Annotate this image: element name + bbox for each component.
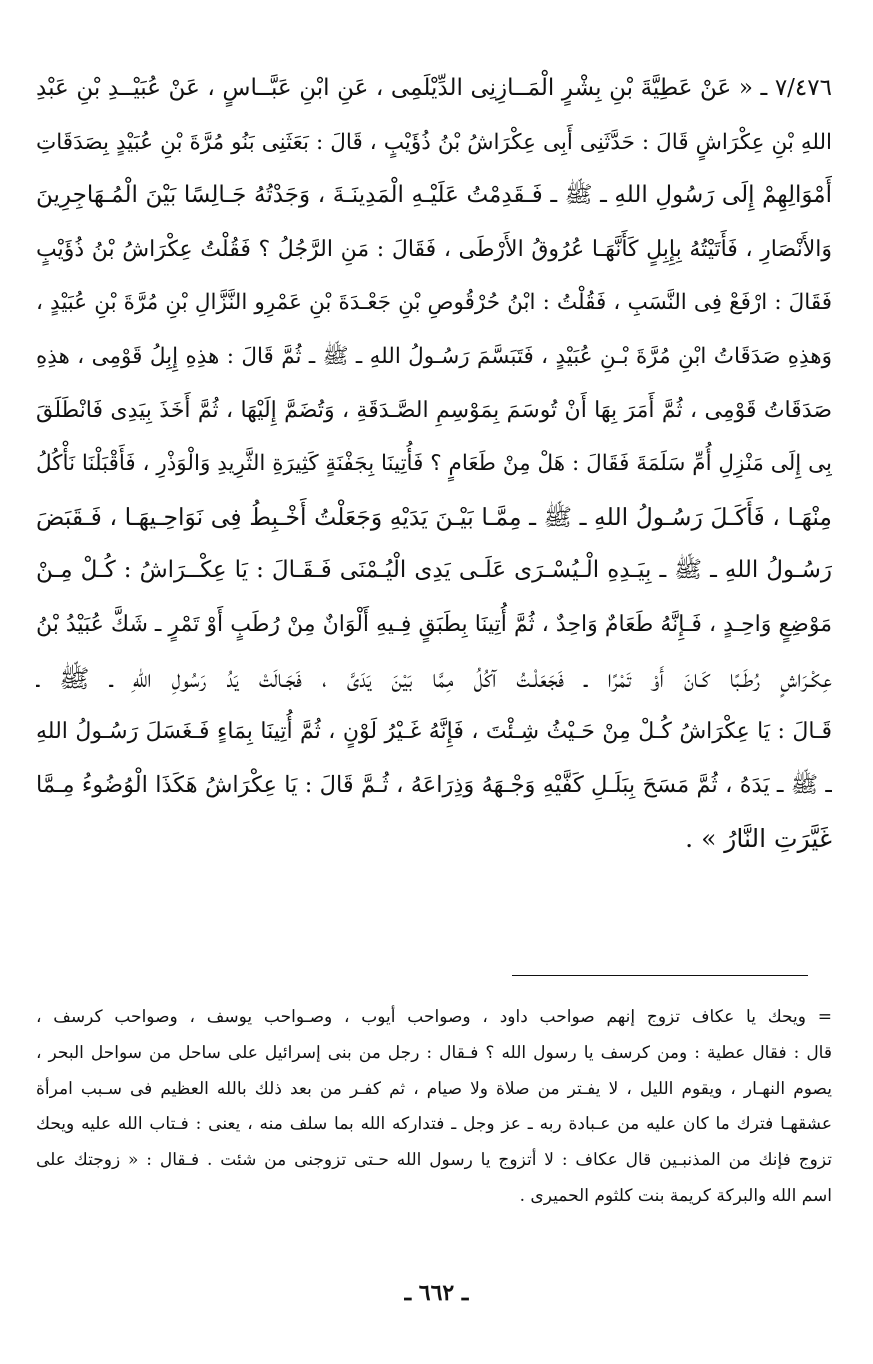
hadith-line: مِنْهَـا ، فَأَكَـلَ رَسُـولُ اللهِ ـ ﷺ ـ مِمَّـا بَيْـنَ يَدَيْهِ وَجَعَلْتُ أَخْـبِطُ فِى نَوَاحِـيهَـا ، فَـقَبَضَ <box>36 502 832 531</box>
hadith-line: قَـالَ : يَا عِكْرَاشُ كُـلْ مِنْ حَـيْثُ شِـئْتَ ، فَإِنَّهُ غَـيْرُ لَوْنٍ ، ثُمَّ أُتِينَا بِمَاءٍ فَـغَسَلَ رَسُـولُ اللهِ <box>36 719 832 745</box>
hadith-line: فَقَالَ : ارْفَعْ فِى النَّسَبِ ، فَقُلْتُ : ابْنُ حُرْقُوصِ بْنِ جَعْـدَةَ بْنِ عَمْرِو النَّزَّالِ بْنِ مُرَّةَ بْنِ عُبَيْدٍ ، <box>36 290 832 316</box>
hadith-line: رَسُـولُ اللهِ ـ ﷺ ـ بِيَـدِهِ الْـيُسْـرَى عَلَـى يَدِى الْيُـمْنَى فَـقَـالَ : يَا عِكْــرَاشُ : كُـلْ مِـنْ <box>36 557 832 584</box>
hadith-line: أَمْوَالِهِمْ إِلَى رَسُولِ اللهِ ـ ﷺ ـ فَـقَدِمْتُ عَلَيْـهِ الْمَدِينَـةَ ، وَجَدْتُهُ جَـالِسًا بَيْنَ الْمُـهَاجِرِينَ <box>36 182 832 209</box>
footnote-line: عشقهـا فترك ما كان عليه من عـبادة ربه ـ عز وجل ـ فتداركه الله بما سلف منه ، يعنى : فـتاب الله عليه ويحك <box>36 1114 832 1135</box>
hadith-line: غَيَّرَتِ النَّارُ » . <box>685 824 832 854</box>
hadith-line: مَوْضِعٍ وَاحِـدٍ ، فَـإِنَّهُ طَعَامٌ وَاحِدٌ ، ثُمَّ أُتِينَا بِطَبَقٍ فِـيهِ أَلْوَانٌ مِنْ رُطَبٍ أَوْ تَمْرٍ ـ شَكَّ عُبَيْدُ بْنُ <box>36 611 832 637</box>
hadith-line: ـ ﷺ ـ يَدَهُ ، ثُمَّ مَسَحَ بِبَلَـلِ كَفَّيْهِ وَجْـهَهُ وَذِرَاعَهُ ، ثُـمَّ قَالَ : يَا عِكْرَاشُ هَكَذَا الْوُضُوءُ مِـمَّا <box>36 771 832 798</box>
hadith-line: اللهِ بْنِ عِكْرَاشٍ قَالَ : حَدَّثَنِى أَبِى عِكْرَاشُ بْنُ ذُؤَيْبٍ ، قَالَ : بَعَثَنِى بَنُو مُرَّةَ بْنِ عُبَيْدٍ بِصَدَقَاتِ <box>36 129 832 155</box>
hadith-line: صَدَقَاتُ قَوْمِى ، ثُمَّ أَمَرَ بِهَا أَنْ تُوسَمَ بِمَوْسِمِ الصَّـدَقَةِ ، وَتُضَمَّ إِلَيْهَا ، ثُمَّ أَخَذَ بِيَدِى فَانْطَلَقَ <box>36 397 832 423</box>
hadith-line: عِكْـرَاشٍ رُطَـبًا كَـانَ أَوْ تَمْرًا ـ فَجَعَلْـتُ آكُلُ مِمَّا بَيْنَ يَدَىَّ ، فَجَـالَتْ يَدُ رَسُولِ اللهِ ـ ﷺ ـ <box>36 663 832 693</box>
footnote-line: = ويحك يا عكاف تزوج إنهم صواحب داود ، وصواحب أيوب ، وصـواحب يوسف ، وصواحب كرسف ، <box>36 1007 832 1027</box>
hadith-line: بِى إِلَى مَنْزِلِ أُمِّ سَلَمَةَ فَقَالَ : هَلْ مِنْ طَعَامٍ ؟ فَأُتِينَا بِجَفْنَةٍ كَثِيرَةِ الثَّرِيدِ وَالْوَذْرِ ، فَأَقْبَلْنَا نَأْكُلُ <box>36 451 832 477</box>
footnote-line: اسم الله والبركة كريمة بنت كلثوم الحميرى . <box>519 1185 832 1206</box>
page-number: ـ ٦٦٢ ـ <box>404 1280 469 1306</box>
footnote-line: قال : فقال عطية : ومن كرسف يا رسول الله ؟ فـقال : رجل من بنى إسرائيل على ساحل من سواحل البحر ، <box>36 1042 832 1063</box>
footnote-line: تزوج فإنك من المذنبـين قال عكاف : لا أتزوج يا رسول الله حـتى تزوجنى من شئت . فـقال : « زوجتك على <box>36 1150 832 1171</box>
footnote-line: يصوم النهـار ، ويقوم الليل ، لا يفـتر من صلاة ولا صيام ، ثم كفـر من بعد ذلك بالله العظيم فى سـبب امرأة <box>36 1078 832 1099</box>
hadith-line: وَهذِهِ صَدَقَاتُ ابْنِ مُرَّةَ بْـنِ عُبَيْدٍ ، فَتَبَسَّمَ رَسُـولُ اللهِ ـ ﷺ ـ ثُمَّ قَالَ : هذِهِ إِبِلُ قَوْمِى ، هذِهِ <box>36 343 832 369</box>
hadith-text <box>36 62 832 866</box>
hadith-line: ٧/٤٧٦ ـ « عَنْ عَطِيَّةَ بْنِ بِشْرٍ الْمَــازِنِى الدِّيْلَمِى ، عَنِ ابْنِ عَبَّــاسٍ ، عَنْ عُبَيْــدِ بْنِ عَبْدِ <box>36 75 832 101</box>
hadith-line: وَالأَنْصَارِ ، فَأَتَيْتُهُ بِإِبِلٍ كَأَنَّهَـا عُرُوقُ الأَرْطَى ، فَقَالَ : مَنِ الرَّجُلُ ؟ فَقُلْتُ عِكْرَاشُ بْنُ ذُؤَيْبٍ <box>36 236 832 262</box>
footnotes <box>36 1000 832 1215</box>
footnote-divider <box>512 975 808 976</box>
